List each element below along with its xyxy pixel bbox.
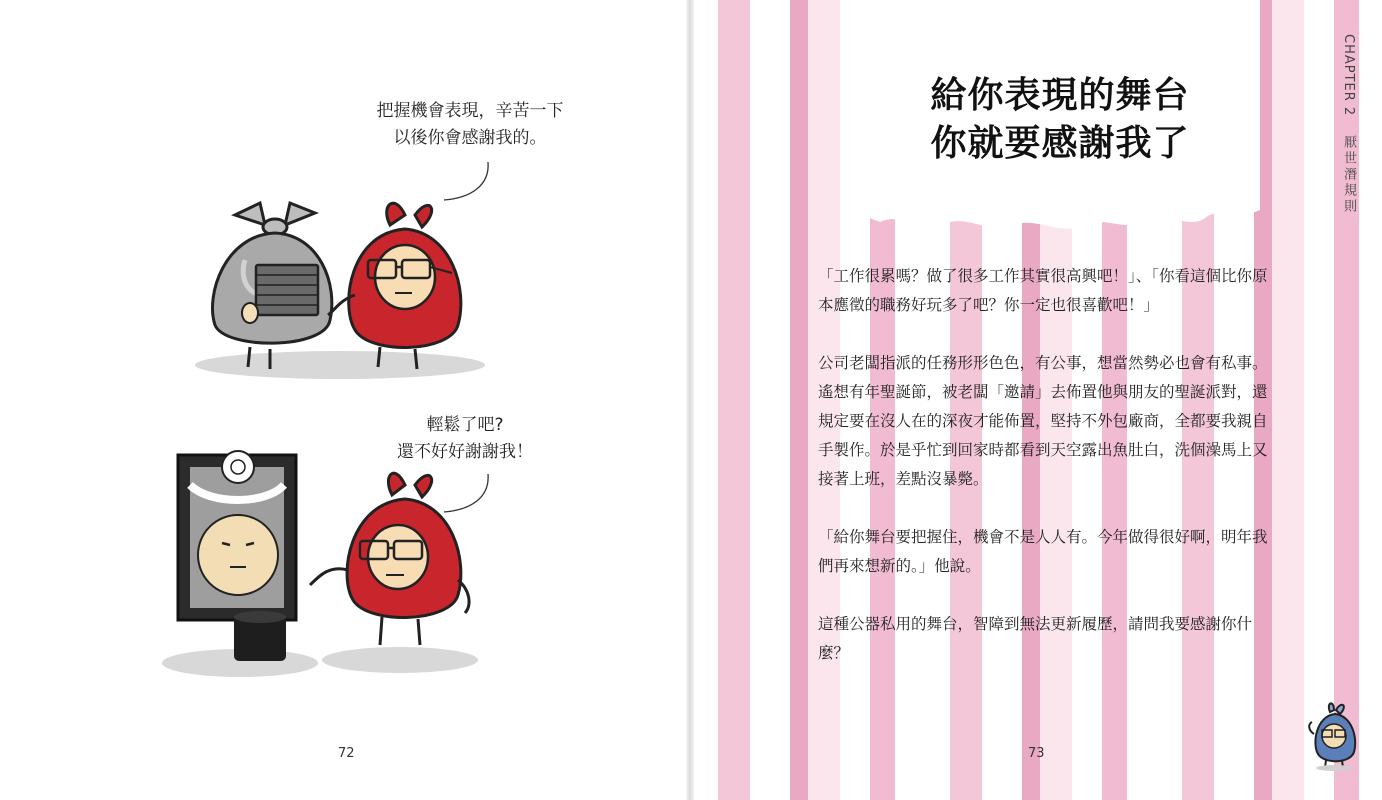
chapter-label: CHAPTER 2: [1341, 34, 1356, 117]
red-boss-character-bottom: [310, 473, 469, 645]
page-number-left: 72: [338, 746, 355, 761]
illustration-boss-hands-papers: [190, 185, 520, 385]
paragraph: 這種公器私用的舞台，智障到無法更新履歷，請問我要感謝你什麼？: [818, 615, 1253, 662]
chapter-heading-vertical: [1332, 34, 1358, 215]
memorial-portrait-frame: [178, 451, 296, 620]
speech-bottom-line-1: 輕鬆了吧?: [426, 415, 504, 435]
blue-mascot-icon: [1304, 700, 1364, 770]
page-title: [860, 72, 1260, 168]
speech-bottom-line-2: 還不好好謝謝我！: [397, 442, 533, 462]
illustration-memorial-portrait: [160, 445, 490, 685]
title-line-1: 給你表現的舞台: [930, 75, 1190, 116]
title-line-2: 你就要感謝我了: [930, 123, 1190, 164]
paragraph: 「給你舞台要把握住，機會不是人人有。今年做得很好啊，明年我們再來想新的。」他說。: [818, 528, 1268, 575]
book-gutter: [686, 0, 694, 800]
article-body: [818, 262, 1268, 697]
chapter-subtitle: 厭世潛規則: [1341, 135, 1356, 216]
grey-employee-character: [213, 203, 332, 369]
speech-top-line-2: 以後你會感謝我的。: [393, 128, 547, 148]
red-boss-character: [328, 203, 461, 369]
speech-top-line-1: 把握機會表現，辛苦一下: [376, 101, 564, 121]
speech-bubble-top: [360, 98, 580, 152]
paragraph: 「工作很累嗎？做了很多工作其實很高興吧！」、「你看這個比你原本應徵的職務好玩多了吧？你一定也很喜歡吧！」: [818, 267, 1268, 314]
page-number-right: 73: [1028, 746, 1045, 761]
paragraph: 公司老闆指派的任務形形色色，有公事，想當然勢必也會有私事。遙想有年聖誕節，被老闆「邀請」去佈置他與朋友的聖誕派對，還規定要在沒人在的深夜才能佈置，堅持不外包廠商，全都要我親自手製作。於是乎忙到回家時都看到天空露出魚肚白，洗個澡馬上又接著上班，差點沒暴斃。: [818, 354, 1268, 488]
